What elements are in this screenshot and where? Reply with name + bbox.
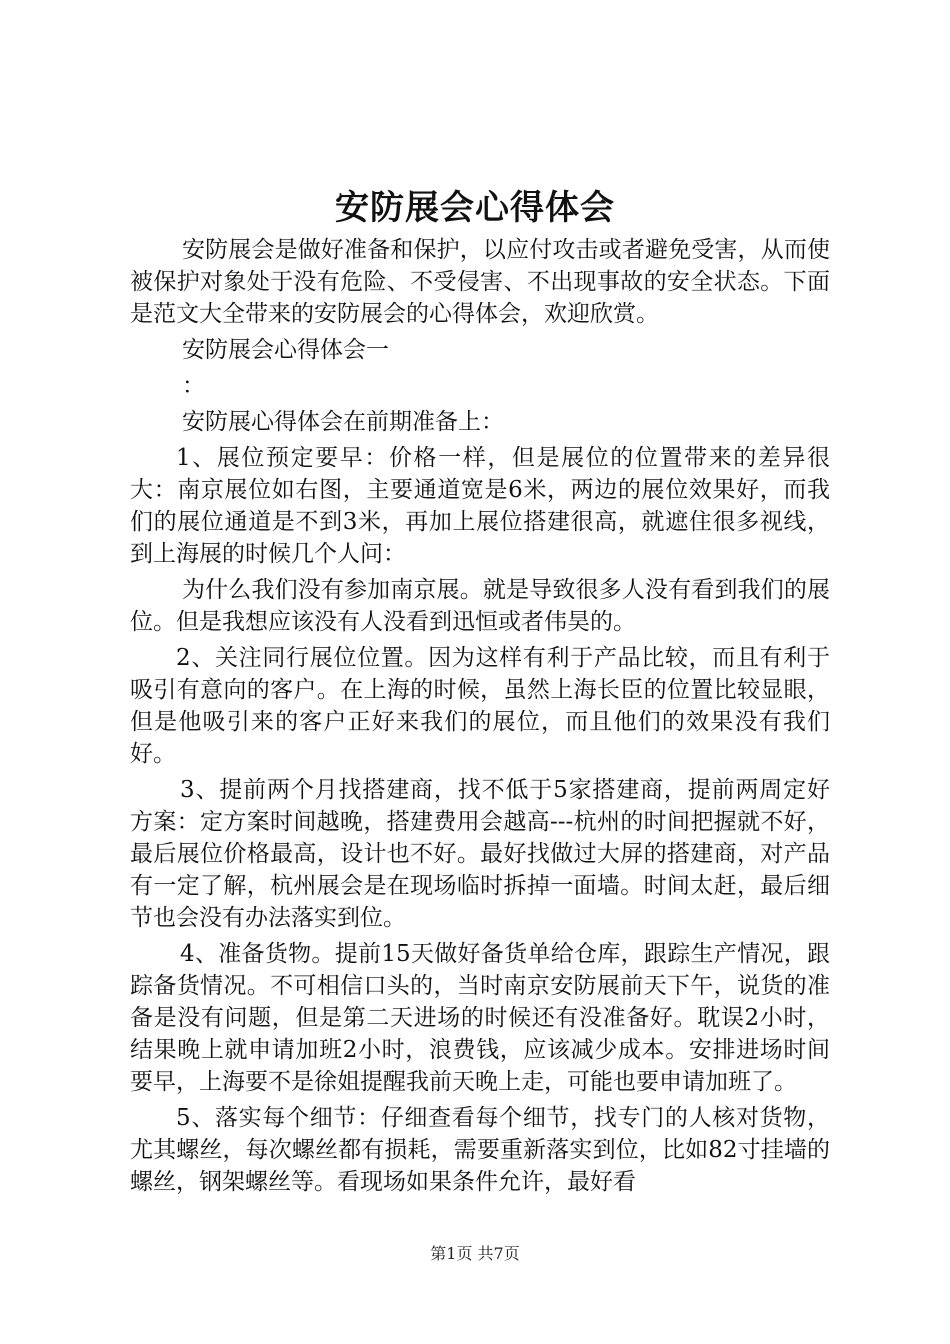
point-1-continuation: 为什么我们没有参加南京展。就是导致很多人没有看到我们的展位。但是我想应该没有人没看到迅恒或者伟昊的。 — [130, 577, 830, 635]
point-4-paragraph: 4、准备货物。提前15天做好备货单给仓库，跟踪生产情况，跟踪备货情况。不可相信口头的，当时南京安防展前天下午，说货的准备是没有问题，但是第二天进场的时候还有没准备好。耽误2小时，结果晚上就申请加班2小时，浪费钱，应该减少成本。安排进场时间要早，上海要不是徐姐提醒我前天晚上走，可能也要申请加班了。 — [130, 941, 830, 1095]
colon-line: ： — [182, 373, 205, 399]
document-title: 安防展会心得体会 — [335, 188, 615, 228]
point-5-paragraph: 5、落实每个细节：仔细查看每个细节，找专门的人核对货物，尤其螺丝，每次螺丝都有损耗，需要重新落实到位，比如82寸挂墙的螺丝，钢架螺丝等。看现场如果条件允许，最好看 — [130, 1105, 830, 1195]
section-heading: 安防展会心得体会一 — [182, 337, 389, 363]
document-body — [130, 234, 830, 1202]
intro-paragraph: 安防展会是做好准备和保护，以应付攻击或者避免受害，从而使被保护对象处于没有危险、不受侵害、不出现事故的安全状态。下面是范文大全带来的安防展会的心得体会，欢迎欣赏。 — [130, 237, 830, 327]
point-3-paragraph: 3、提前两个月找搭建商，找不低于5家搭建商，提前两周定好方案：定方案时间越晚，搭建费用会越高---杭州的时间把握就不好，最后展位价格最高，设计也不好。最好找做过大屏的搭建商，对产品有一定了解，杭州展会是在现场临时拆掉一面墙。时间太赶，最后细节也会没有办法落实到位。 — [130, 777, 830, 931]
page-number-footer: 第1页 共7页 — [430, 1244, 520, 1263]
point-2-paragraph: 2、关注同行展位位置。因为这样有利于产品比较，而且有利于吸引有意向的客户。在上海的时候，虽然上海长臣的位置比较显眼，但是他吸引来的客户正好来我们的展位，而且他们的效果没有我们好。 — [130, 645, 830, 767]
preparation-heading: 安防展心得体会在前期准备上： — [182, 409, 504, 435]
point-1-paragraph: 1、展位预定要早：价格一样，但是展位的位置带来的差异很大：南京展位如右图，主要通道宽是6米，两边的展位效果好，而我们的展位通道是不到3米，再加上展位搭建很高，就遮住很多视线，到上海展的时候几个人问： — [130, 445, 830, 567]
